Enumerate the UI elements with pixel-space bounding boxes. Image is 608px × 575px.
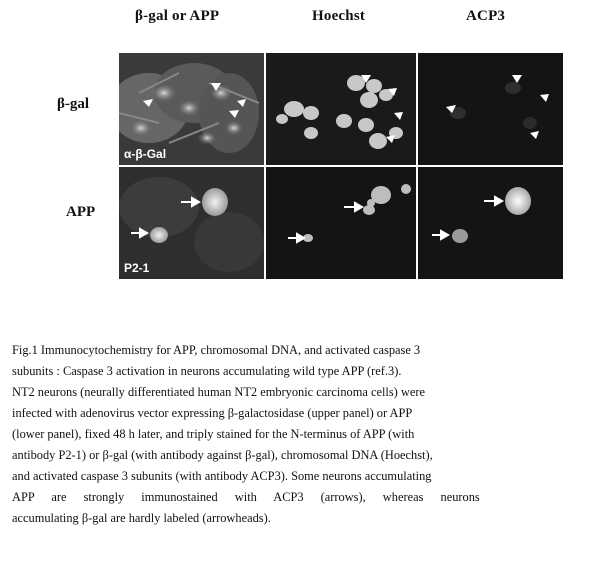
caption-line: and activated caspase 3 subunits (with antibody ACP3). Some neurons accumulating: [12, 469, 432, 483]
caption-line: (lower panel), fixed 48 h later, and triply stained for the N-terminus of APP (with: [12, 427, 415, 441]
panel-bgal-antibody: [119, 53, 264, 165]
panel-bgal-hoechst: [266, 53, 416, 165]
column-header-hoechst: Hoechst: [312, 8, 366, 24]
caption-line: subunits : Caspase 3 activation in neurons accumulating wild type APP (ref.3).: [12, 364, 402, 378]
caption-line: infected with adenovirus vector expressing β-galactosidase (upper panel) or APP: [12, 406, 413, 420]
panel-app-acp3: [418, 167, 563, 279]
panel-label-alpha-beta-gal: α-β-Gal: [124, 147, 167, 161]
caption-line: Fig.1 Immunocytochemistry for APP, chromosomal DNA, and activated caspase 3: [12, 343, 421, 357]
figure-caption: [12, 340, 596, 529]
column-header-bgal-or-app: β-gal or APP: [135, 8, 220, 24]
row-header-bgal: β-gal: [57, 96, 90, 112]
panel-app-hoechst: [266, 167, 416, 279]
panel-app-antibody: [119, 167, 264, 279]
caption-line: NT2 neurons (neurally differentiated human NT2 embryonic carcinoma cells) were: [12, 385, 425, 399]
caption-line: accumulating β-gal are hardly labeled (arrowheads).: [12, 511, 271, 525]
row-header-app: APP: [66, 204, 96, 220]
caption-line: APP are strongly immunostained with ACP3 (arrows), whereas neurons: [12, 490, 480, 504]
column-header-acp3: ACP3: [466, 8, 506, 24]
caption-line: antibody P2-1) or β-gal (with antibody against β-gal), chromosomal DNA (Hoechst),: [12, 448, 433, 462]
panel-label-p2-1: P2-1: [124, 261, 150, 275]
panel-bgal-acp3: [418, 53, 563, 165]
